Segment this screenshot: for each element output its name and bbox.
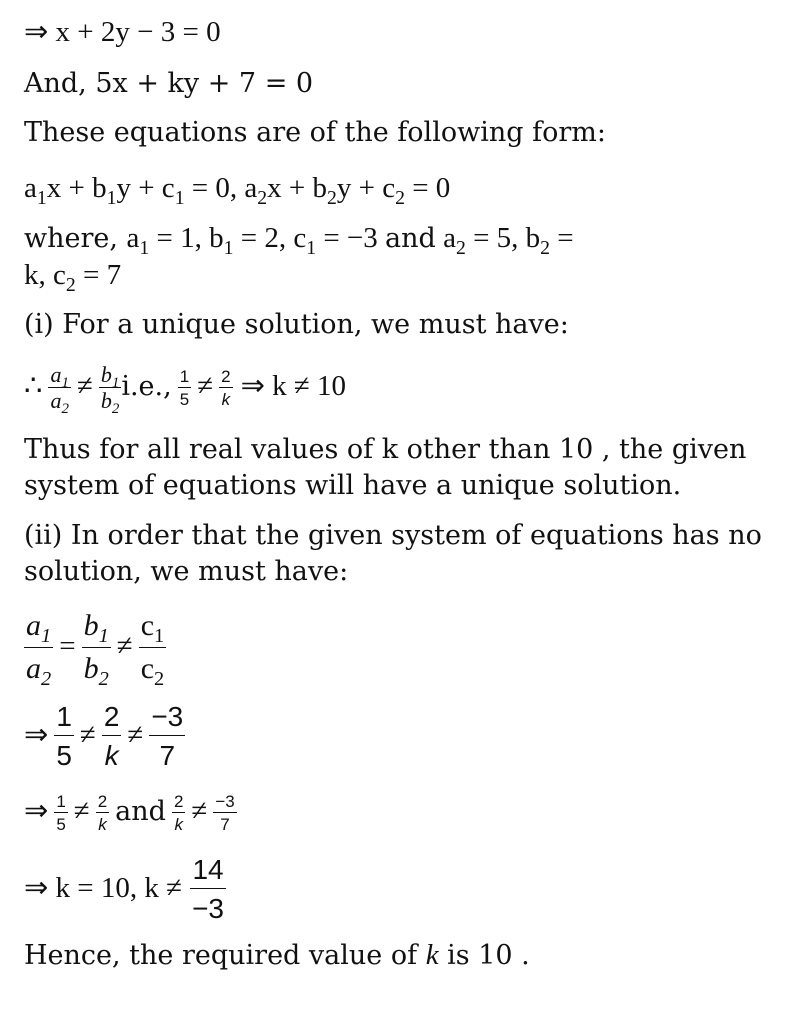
fraction-c1-c2-large: $\frac{c_1}{c_2}$ <box>140 609 165 691</box>
fraction-neg3-7-large: $\frac{-3}{7}$ <box>151 701 184 771</box>
equation-line-2: And, 5x + ky + 7 = 0 <box>24 68 314 99</box>
substitution-line: ⇒ $\frac{1}{5}$ ≠ $\frac{2}{k}$ ≠ $\frac{-3}{7}$ <box>24 701 184 771</box>
fraction-b1-b2-large: $\frac{b_1}{b_2}$ <box>83 609 109 691</box>
no-solution-heading-1: (ii) In order that the given system of equations has no <box>24 520 762 551</box>
fraction-1-5: $\frac{1}{5}$ <box>179 366 190 409</box>
fraction-neg3-7-small: $\frac{-3}{7}$ <box>215 791 235 834</box>
fraction-2-k-small-b: $\frac{2}{k}$ <box>173 791 184 834</box>
fraction-14-neg3: $\frac{14}{-3}$ <box>192 854 225 924</box>
fraction-2-k-large: $\frac{2}{k}$ <box>103 701 120 771</box>
unique-conclusion-line-1: Thus for all real values of k other than 10 , the given <box>24 434 747 465</box>
fraction-2-k: $\frac{2}{k}$ <box>221 366 231 409</box>
no-solution-condition-line: $\frac{a_1}{a_2}$ = $\frac{b_1}{b_2}$ ≠ $\frac{c_1}{c_2}$ <box>26 609 165 691</box>
unique-conclusion-line-2: system of equations will have a unique solution. <box>24 470 682 501</box>
fraction-2-k-small: $\frac{2}{k}$ <box>97 791 108 834</box>
fraction-1-5-small: $\frac{1}{5}$ <box>56 791 66 834</box>
fraction-b1-b2: $\frac{b_1}{b_2}$ <box>100 361 120 417</box>
unique-solution-heading: (i) For a unique solution, we must have: <box>24 309 569 340</box>
split-conditions-line: ⇒ $\frac{1}{5}$ ≠ $\frac{2}{k}$ and $\frac{2}{k}$ ≠ $\frac{-3}{7}$ <box>24 791 235 834</box>
fraction-a1-a2: $\frac{a_1}{a_2}$ <box>50 361 69 417</box>
equation-line-1: ⇒ x + 2y − 3 = 0 <box>24 16 221 48</box>
coefficients-line: where, $a_1 = 1$, $b_1 = 2$, $c_1 = -3$ and $a_2 = 5$, $b_2$ = <box>24 222 574 259</box>
final-answer-line: Hence, the required value of k is 10 . <box>24 939 530 971</box>
k-result-line: ⇒ k = 10, k ≠ $\frac{14}{-3}$ <box>24 854 225 924</box>
general-form-line: $a_1x + b_1y + c_1 = 0$, $a_2x + b_2y + c_2 = 0$ <box>24 172 451 209</box>
form-statement: These equations are of the following form: <box>24 117 606 148</box>
fraction-1-5-large: $\frac{1}{5}$ <box>56 701 72 771</box>
unique-condition-line: ∴ $\frac{a_1}{a_2}$ ≠ $\frac{b_1}{b_2}$ i.e., $\frac{1}{5}$ ≠ $\frac{2}{k}$ ⇒ k ≠ 10 <box>24 361 347 417</box>
no-solution-heading-2: solution, we must have: <box>24 556 349 587</box>
fraction-a1-a2-large: $\frac{a_1}{a_2}$ <box>26 609 52 691</box>
coefficients-line-cont: k, $c_2 = 7$ <box>24 259 122 296</box>
